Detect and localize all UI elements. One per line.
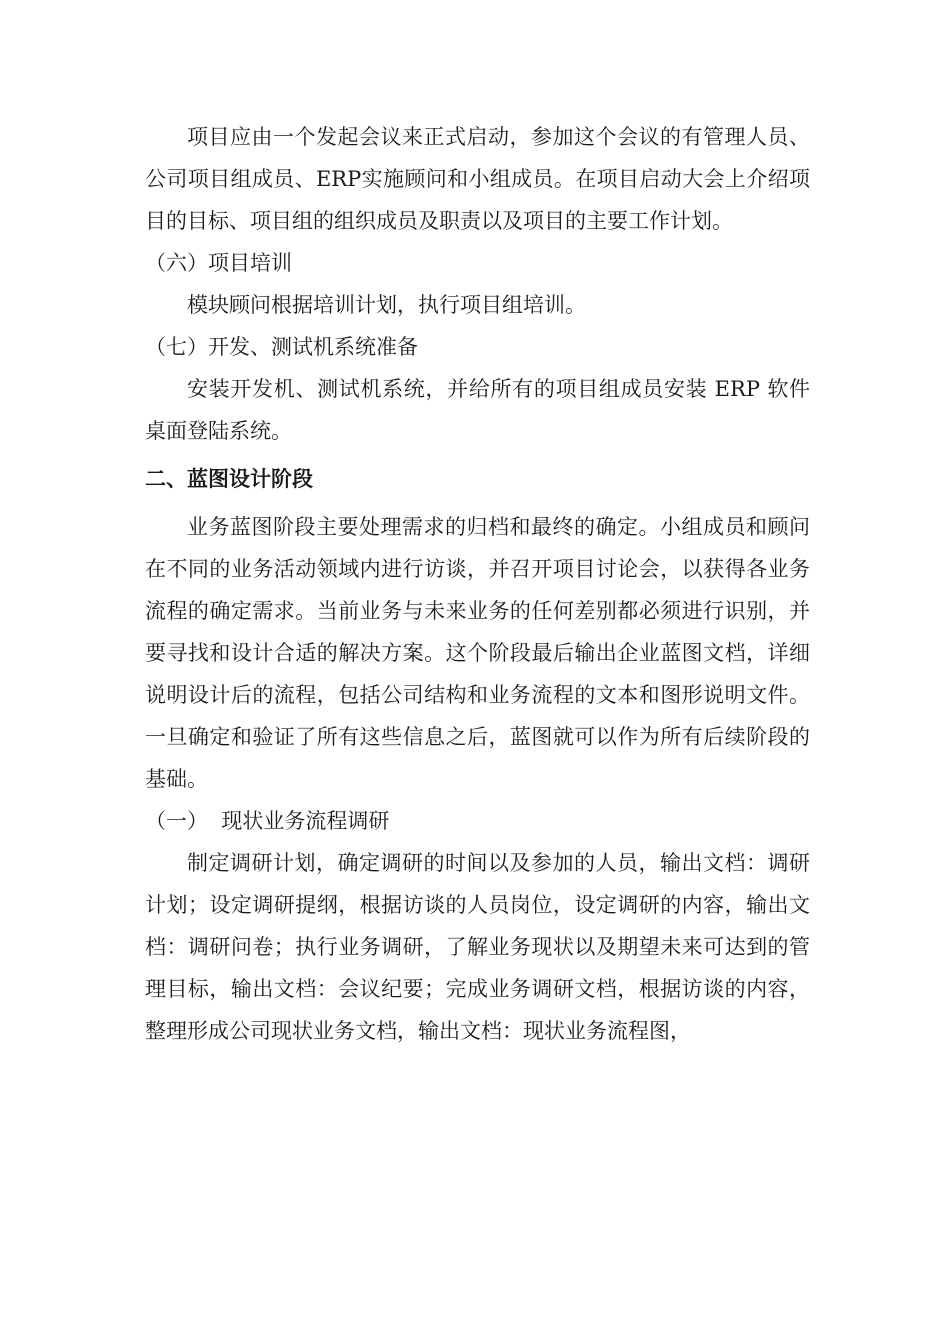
paragraph-current-process-research: 制定调研计划，确定调研的时间以及参加的人员，输出文档：调研计划；设定调研提纲，根据访谈的人员岗位，设定调研的内容，输出文档：调研问卷；执行业务调研，了解业务现状以及期望未来可达到的管理目标，输出文档：会议纪要；完成业务调研文档，根据访谈的内容，整理形成公司现状业务文档，输出文档：现状业务流程图，: [145, 851, 810, 1043]
paragraph-project-training: 模块顾问根据培训计划，执行项目组培训。: [187, 293, 586, 317]
paragraph-blueprint-design: 业务蓝图阶段主要处理需求的归档和最终的确定。小组成员和顾问在不同的业务活动领域内进行访谈，并召开项目讨论会，以获得各业务流程的确定需求。当前业务与未来业务的任何差别都必须进行识别，并要寻找和设计合适的解决方案。这个阶段最后输出企业蓝图文档，详细说明设计后的流程，包括公司结构和业务流程的文本和图形说明文件。一旦确定和验证了所有这些信息之后，蓝图就可以作为所有后续阶段的基础。: [145, 515, 810, 791]
subheading-current-process-research: （一） 现状业务流程调研: [145, 809, 390, 833]
subheading-project-training: （六）项目培训: [145, 251, 292, 275]
paragraph-dev-test-system: 安装开发机、测试机系统，并给所有的项目组成员安装 ERP 软件桌面登陆系统。: [145, 377, 810, 443]
section-heading-blueprint-design: 二、蓝图设计阶段: [145, 467, 313, 491]
subheading-dev-test-system: （七）开发、测试机系统准备: [145, 335, 418, 359]
document-body: [145, 116, 810, 1052]
paragraph-project-kickoff: 项目应由一个发起会议来正式启动，参加这个会议的有管理人员、公司项目组成员、ERP实施顾问和小组成员。在项目启动大会上介绍项目的目标、项目组的组织成员及职责以及项目的主要工作计划。: [145, 125, 810, 233]
